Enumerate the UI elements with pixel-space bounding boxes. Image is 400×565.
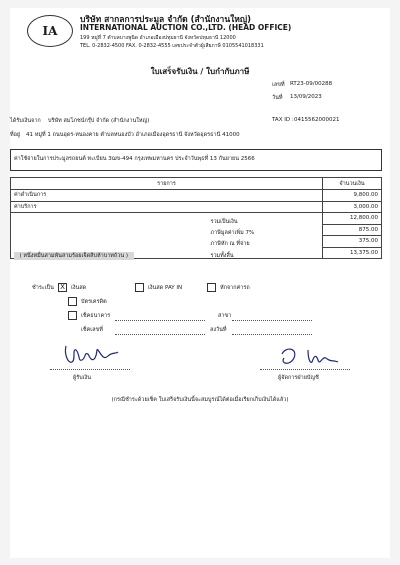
wht-value: 375.00 (323, 236, 382, 248)
total-label: รวมทั้งสิ้น (210, 252, 234, 259)
cheque-no-line (115, 334, 205, 335)
wht-label: ภาษีหัก ณ ที่จ่าย (210, 241, 250, 248)
payment-label: ชำระเป็น (32, 285, 54, 291)
deduct-label: หักจากค่ารถ (220, 285, 250, 291)
company-contact: TEL. 0-2832-4500 FAX. 0-2832-4555 เลขประจำตัวผู้เสียภาษี 0105541018331 (80, 43, 264, 49)
total-value: 13,375.00 (323, 247, 382, 259)
payin-label: เงินสด PAY IN (148, 285, 183, 291)
company-name-thai: บริษัท สากลการประมูล จำกัด (สำนักงานใหญ่) (80, 15, 252, 25)
bank-cheque-label: เช็คธนาคาร (81, 313, 111, 319)
branch-label: สาขา (218, 313, 232, 319)
item-amount: 3,000.00 (323, 201, 382, 213)
cheque-date-line (232, 334, 312, 335)
cheque-no-label: เช็คเลขที่ (81, 327, 103, 333)
company-name-english: INTERNATIONAL AUCTION CO.,LTD. (HEAD OFFICE) (80, 23, 292, 32)
amount-in-words: ( หนึ่งหมื่นสามพันสามร้อยเจ็ดสิบห้าบาทถ้วน ) (14, 252, 135, 260)
tax-id-label: TAX ID : (272, 117, 294, 123)
receipt-page (10, 8, 390, 558)
received-from-label: ได้รับเงินจาก (10, 118, 41, 124)
description-text: ค่าใช้จ่ายในการประมูลรถยนต์ ทะเบียน 3ฌข-494 กรุงเทพมหานคร ประจำวันพุธที่ 13 กันยายน 2566 (14, 156, 255, 162)
bank-name-line (115, 320, 205, 321)
payin-checkbox[interactable] (135, 283, 144, 292)
doc-date-label: วันที่ (272, 95, 283, 101)
deduct-checkbox[interactable] (207, 283, 216, 292)
table-row (11, 190, 382, 202)
receiver-signature (62, 340, 122, 368)
tax-id: 0415562000021 (294, 117, 340, 123)
credit-card-checkbox[interactable] (68, 297, 77, 306)
col-header-item: รายการ (11, 178, 323, 190)
item-name: ค่าบริการ (11, 201, 323, 213)
col-header-amount: จำนวนเงิน (323, 178, 382, 190)
customer-address: 41 หมู่ที่ 1 ถนนอุดร-หนองคาย ตำบลหนองบัว อำเภอเมืองอุดรธานี จังหวัดอุดรธานี 41000 (26, 132, 240, 138)
doc-number-label: เลขที่ (272, 82, 285, 88)
document-title: ใบเสร็จรับเงิน / ใบกำกับภาษี (150, 67, 250, 76)
subtotal-label: รวมเป็นเงิน (210, 218, 238, 225)
receiver-signature-line (50, 369, 130, 370)
bank-cheque-checkbox[interactable] (68, 311, 77, 320)
subtotal-value: 12,800.00 (323, 213, 382, 225)
item-amount: 9,800.00 (323, 190, 382, 202)
receiver-signature-label: ผู้รับเงิน (73, 375, 91, 381)
accountant-signature (272, 344, 342, 370)
credit-card-label: บัตรเครดิต (81, 299, 107, 305)
item-name: ค่าดำเนินการ (11, 190, 323, 202)
company-logo: IA (27, 15, 73, 47)
accountant-signature-line (260, 369, 350, 370)
table-row (11, 201, 382, 213)
accountant-signature-label: ผู้จัดการฝ่ายบัญชี (278, 375, 319, 381)
vat-value: 875.00 (323, 224, 382, 236)
address-label: ที่อยู่ (10, 132, 21, 138)
doc-number: RT23-09/00288 (290, 81, 333, 87)
company-address: 199 หมู่ที่ 7 ตำบลบางพูนิด อำเภอเมืองปทุมธานี จังหวัดปทุมธานี 12000 (80, 35, 236, 41)
items-table (10, 177, 382, 259)
cash-checkbox[interactable] (58, 283, 67, 292)
branch-line (232, 320, 312, 321)
footer-note: (กรณีชำระด้วยเช็ค ใบเสร็จรับเงินนี้จะสมบูรณ์ได้ต่อเมื่อเรียกเก็บเงินได้แล้ว) (111, 397, 289, 403)
customer-name: บริษัท สมโภชน์กรุ๊ป จำกัด (สำนักงานใหญ่) (48, 118, 150, 124)
description-box (10, 149, 382, 171)
cheque-date-label: ลงวันที่ (210, 327, 227, 333)
doc-date: 13/09/2023 (290, 94, 322, 100)
cash-label: เงินสด (71, 285, 87, 291)
vat-label: ภาษีมูลค่าเพิ่ม 7% (210, 229, 255, 236)
checked-mark: X (60, 283, 65, 291)
